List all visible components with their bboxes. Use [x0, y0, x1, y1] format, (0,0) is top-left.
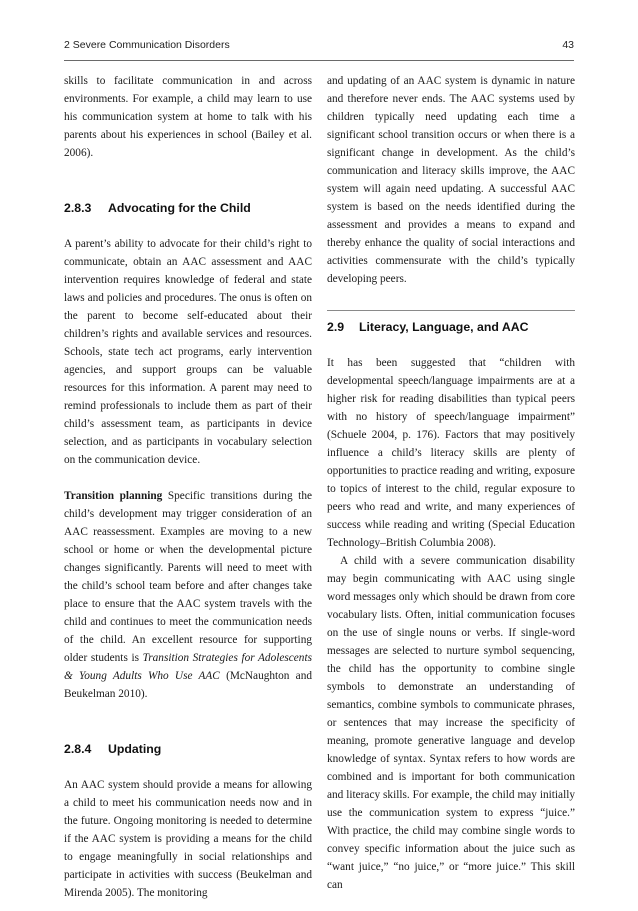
header-rule — [64, 60, 574, 61]
paragraph: A child with a severe communication disability may begin communicating with AAC using single word messages only which should be drawn from core vocabulary lists. Often, initial communication focuses on the use of single nouns or verbs. If single-word messages are selected to nurture symbol sequencing, the child has the opportunity to combine single symbols to demonstrate an understanding of semantics, combine symbols to communicate phrases, or sentences that may increase the specificity of meaning, promote generative language and develop knowledge of syntax. Syntax refers to how words are combined and is important for both communication and literacy skills. For example, the child may initially use the communication system to express “juice.” With practice, the child may combine single words to convey specific information about the juice such as “want juice,” “no juice,” or “more juice.” This skill can — [327, 555, 575, 891]
spacer — [64, 469, 312, 487]
section-title: Literacy, Language, and AAC — [359, 320, 529, 334]
left-column — [64, 72, 312, 902]
text: ). — [489, 537, 496, 549]
section-number: 2.8.4 — [64, 742, 92, 756]
citation-link[interactable]: 2010 — [118, 688, 141, 700]
paragraph: A parent’s ability to advocate for their child’s right to communicate, obtain an AAC assessment and AAC intervention requires knowledge of federal and state laws and policies and procedures. The onus is often on the parent to become self-educated about their children’s rights and available services and resources. Schools, state tech act programs, early intervention agencies, and support groups can be valuable resources for this information. A parent may need to remind professionals to include them as part of their child’s assessment team, as participants in device selection, and as participants in vocabulary selection on the communication device. — [64, 238, 312, 466]
spacer — [327, 336, 575, 354]
section-heading-2-9 — [327, 318, 575, 336]
spacer — [64, 703, 312, 740]
citation-link[interactable]: 2008 — [466, 537, 490, 549]
text: Specific transitions during the child’s development may trigger consideration of an AAC reassessment. Examples are moving to a new school or home or when the developmental picture changes significantly. Parents will need to meet with the child’s school team before and after changes take place to ensure that the AAC system travels with the child and continues to meet the communication needs of the child. An excellent resource for supporting older students is — [64, 490, 312, 664]
paragraph: and updating of an AAC system is dynamic in nature and therefore never ends. The AAC systems used by children typically need updating each time a significant school transition occurs or when there is a significant change in development. As the child’s communication and literacy skills improve, the AAC system will again need updating. A successful AAC system is based on the needs identified during the assessment and provides a means to expand and thereby enhance the quality of social interactions and activities commensurate with the child’s typically developing peers. — [327, 75, 575, 285]
spacer — [64, 758, 312, 776]
running-head — [64, 39, 574, 55]
spacer — [327, 288, 575, 310]
text: , p. 176). Factors that may positively influence a child’s literacy skills are plenty of opportunities to practice reading and writing, exposure to topics of interest to the child, regular exposure to peers who read and write, and many experiences of success while reading and writing (Special Education Technology–British Columbia — [327, 429, 575, 549]
section-title: Advocating for the Child — [108, 201, 251, 215]
run-in-heading: Transition planning — [64, 490, 163, 502]
section-title: Updating — [108, 742, 162, 756]
text: (McNaughton and Beukelman — [64, 670, 312, 700]
paragraph — [327, 354, 575, 552]
paragraph — [64, 487, 312, 703]
spacer — [64, 162, 312, 199]
section-number: 2.9 — [327, 320, 345, 334]
chapter-title: 2 Severe Communication Disorders — [64, 39, 230, 51]
book-title: Transition Strategies for Adolescents & Young Adults Who Use AAC — [64, 652, 312, 682]
paragraph — [64, 72, 312, 162]
text: skills to facilitate communication in and across environments. For example, a child may learn to use his communication system at home to talk with his parents about his experiences in school (Bailey et al. — [64, 75, 312, 141]
text: ). — [86, 147, 94, 159]
citation-link[interactable]: 2004 — [371, 429, 395, 441]
spacer — [327, 311, 575, 318]
section-number: 2.8.3 — [64, 201, 92, 215]
text: ). The monitoring — [127, 887, 208, 899]
paragraph — [64, 776, 312, 902]
text: ). — [140, 688, 148, 700]
citation-link[interactable]: 2006 — [64, 147, 87, 159]
section-heading-2-8-4 — [64, 740, 312, 758]
spacer — [64, 217, 312, 235]
citation-link[interactable]: 2005 — [105, 887, 128, 899]
section-heading-2-8-3 — [64, 199, 312, 217]
text: It has been suggested that “children with developmental speech/language impairments are at a higher risk for reading disabilities than typical peers with no history of speech/language impairment” (Schuele — [327, 357, 575, 441]
right-column — [327, 72, 575, 894]
text: An AAC system should provide a means for allowing a child to meet his communication needs now and in the future. Ongoing monitoring is needed to determine if the AAC system is providing a means for the child to engage meaningfully in social relationships and participate in activities with success (Beukelman and Mirenda — [64, 779, 312, 899]
page-number: 43 — [562, 39, 574, 51]
